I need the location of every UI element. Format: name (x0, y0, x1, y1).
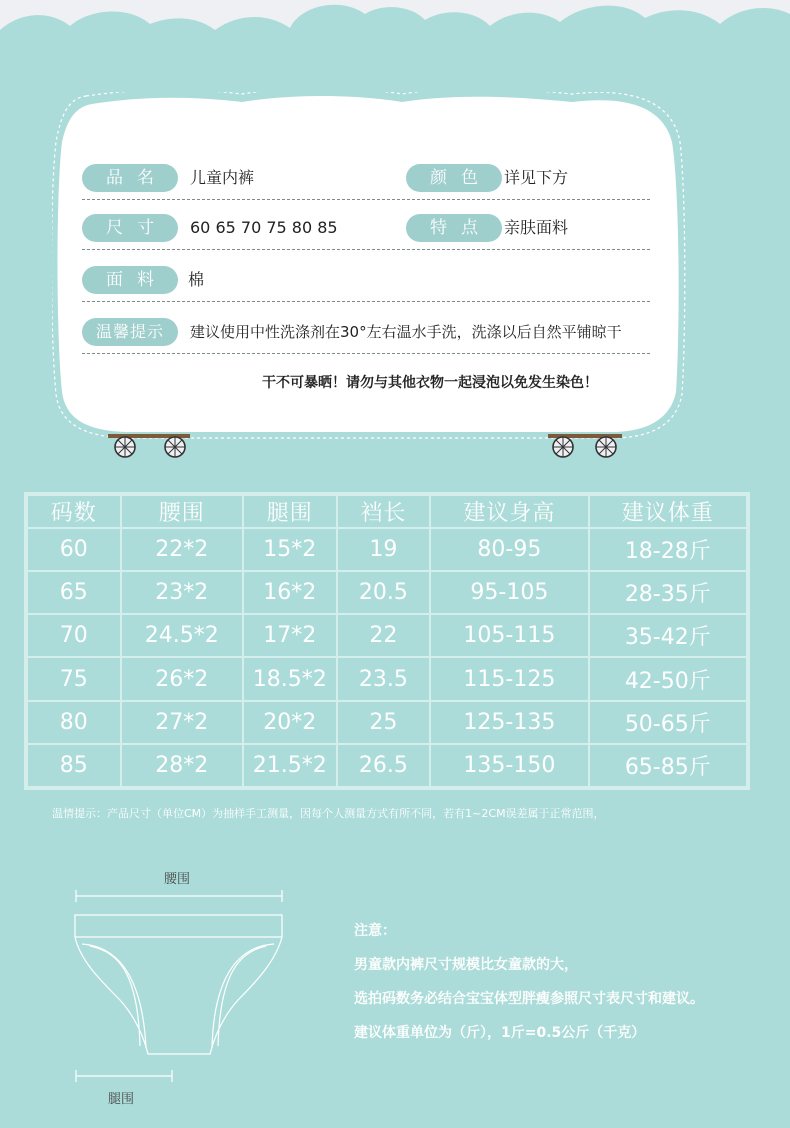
col-header-height: 建议身高 (430, 495, 588, 528)
table-cell: 15*2 (243, 528, 337, 571)
table-cell: 125-135 (430, 701, 588, 744)
table-cell: 26*2 (121, 657, 243, 700)
underwear-outline-icon (60, 860, 300, 1110)
tips-value: 建议使用中性洗涤剂在30°左右温水手洗，洗涤以后自然平铺晾干 (190, 323, 622, 341)
table-cell: 135-150 (430, 744, 588, 787)
table-cell: 75 (27, 657, 121, 700)
size-value: 60 65 70 75 80 85 (190, 218, 338, 237)
table-cell: 65-85斤 (589, 744, 747, 787)
table-cell: 105-115 (430, 614, 588, 657)
table-cell: 24.5*2 (121, 614, 243, 657)
leg-label: 腿围 (108, 1092, 135, 1107)
table-cell: 70 (27, 614, 121, 657)
table-cell: 95-105 (430, 571, 588, 614)
cloud-top-decoration (0, 0, 790, 60)
notes-line: 建议体重单位为（斤），1斤=0.5公斤（千克） (354, 1025, 646, 1041)
table-cell: 27*2 (121, 701, 243, 744)
color-label: 颜色 (406, 164, 502, 192)
info-row-tips (82, 310, 650, 354)
underwear-diagram (60, 860, 300, 1110)
color-value: 详见下方 (504, 168, 569, 187)
table-row (27, 744, 747, 787)
fabric-value: 棉 (188, 270, 205, 289)
notes-line: 男童款内裤尺寸规模比女童款的大， (354, 957, 578, 973)
size-table (24, 492, 750, 790)
divider (82, 199, 650, 200)
feature-label: 特点 (406, 214, 502, 242)
notes-line: 选拍码数务必结合宝宝体型胖瘦参照尺寸表尺寸和建议。 (354, 991, 704, 1007)
table-cell: 20.5 (337, 571, 431, 614)
measurement-tip: 温情提示：产品尺寸（单位CM）为抽样手工测量，因每个人测量方式有所不同，若有1~2CM误差属于正常范围， (52, 807, 605, 820)
table-header-row (27, 495, 747, 528)
divider (82, 301, 650, 302)
col-header-waist: 腰围 (121, 495, 243, 528)
table-cell: 25 (337, 701, 431, 744)
col-header-leg: 腿围 (243, 495, 337, 528)
table-cell: 16*2 (243, 571, 337, 614)
feature-value: 亲肤面料 (504, 218, 569, 237)
table-cell: 18.5*2 (243, 657, 337, 700)
col-header-rise: 裆长 (337, 495, 431, 528)
col-header-weight: 建议体重 (589, 495, 747, 528)
table-cell: 65 (27, 571, 121, 614)
col-header-size: 码数 (27, 495, 121, 528)
table-row (27, 571, 747, 614)
table-cell: 28-35斤 (589, 571, 747, 614)
table-cell: 17*2 (243, 614, 337, 657)
tips-label: 温馨提示 (82, 318, 178, 346)
table-cell: 22 (337, 614, 431, 657)
table-cell: 18-28斤 (589, 528, 747, 571)
waist-label: 腰围 (164, 872, 191, 887)
table-cell: 80-95 (430, 528, 588, 571)
table-cell: 115-125 (430, 657, 588, 700)
table-cell: 42-50斤 (589, 657, 747, 700)
info-row-fabric (82, 258, 650, 302)
table-cell: 23*2 (121, 571, 243, 614)
table-cell: 23.5 (337, 657, 431, 700)
table-cell: 35-42斤 (589, 614, 747, 657)
table-row (27, 528, 747, 571)
table-cell: 28*2 (121, 744, 243, 787)
name-value: 儿童内裤 (190, 168, 255, 187)
divider (82, 249, 650, 250)
notes-title: 注意： (354, 923, 396, 939)
fabric-label: 面料 (82, 266, 178, 294)
table-cell: 20*2 (243, 701, 337, 744)
table-cell: 22*2 (121, 528, 243, 571)
table-row (27, 701, 747, 744)
info-row-name-color (82, 156, 650, 200)
tips-value-continued: 干不可暴晒！请勿与其他衣物一起浸泡以免发生染色！ (262, 375, 598, 391)
table-cell: 60 (27, 528, 121, 571)
name-label: 品名 (82, 164, 178, 192)
table-row (27, 614, 747, 657)
table-cell: 85 (27, 744, 121, 787)
notes-block (354, 914, 704, 1050)
size-label: 尺寸 (82, 214, 178, 242)
table-cell: 50-65斤 (589, 701, 747, 744)
table-cell: 19 (337, 528, 431, 571)
table-cell: 21.5*2 (243, 744, 337, 787)
info-row-size-feature (82, 206, 650, 250)
table-row (27, 657, 747, 700)
divider (82, 353, 650, 354)
table-cell: 80 (27, 701, 121, 744)
table-cell: 26.5 (337, 744, 431, 787)
